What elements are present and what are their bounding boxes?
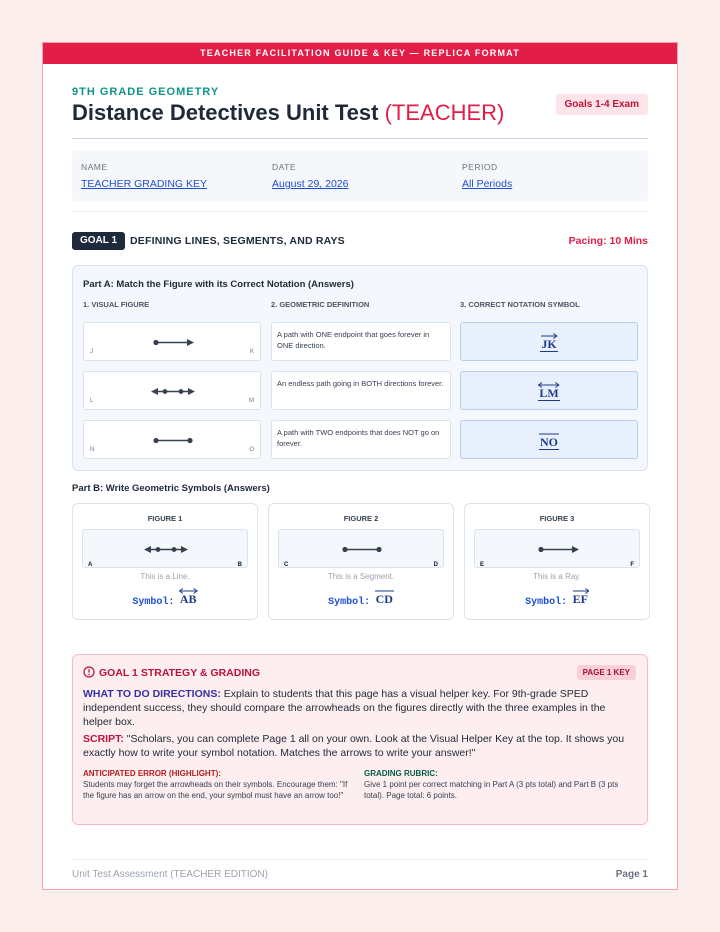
point-label: J (90, 349, 93, 355)
figure-drawing-box (82, 529, 248, 568)
symbol-answer (73, 586, 257, 608)
script-label: SCRIPT: (83, 733, 124, 745)
figure-drawing-box (474, 529, 640, 568)
notation-text: CD (375, 592, 393, 606)
col-header-symbol: 3. CORRECT NOTATION SYMBOL (460, 300, 580, 309)
title-divider (72, 138, 648, 139)
ray-figure (84, 323, 262, 362)
symbol-answer (269, 586, 453, 608)
goal-tag: GOAL 1 (72, 232, 125, 250)
name-label: NAME (81, 162, 108, 172)
notation-text: EF (572, 592, 588, 606)
notation-answer-box (460, 322, 638, 361)
endpoint-dot (153, 340, 158, 345)
point-label: D (433, 562, 438, 568)
point-label: B (237, 562, 242, 568)
endpoint-dot (153, 438, 158, 443)
point-label: N (90, 447, 95, 453)
rubric-text: Give 1 point per correct matching in Part A (3 pts total) and Part B (3 pts total). Page total: 6 points. (364, 779, 619, 800)
figure-box-segment (83, 420, 261, 459)
line-symbol-icon (179, 586, 198, 594)
endpoint-dot (342, 547, 347, 552)
part-b-title: Part B: Write Geometric Symbols (Answers) (72, 483, 270, 494)
footer-divider (72, 859, 648, 860)
line-figure (84, 372, 262, 411)
point-label: A (88, 562, 93, 568)
line-figure (83, 530, 249, 569)
figure-box-ray (83, 322, 261, 361)
part-a-panel (72, 265, 648, 471)
endpoint-dot (538, 547, 543, 552)
definition-box: An endless path going in BOTH directions forever. (271, 371, 451, 410)
page-title (72, 100, 504, 126)
section-divider (72, 211, 648, 212)
point-dot (179, 389, 184, 394)
notation-text: NO (540, 435, 558, 449)
figure-card-header: FIGURE 2 (343, 514, 379, 523)
student-info-bar (72, 151, 648, 201)
point-label: E (480, 562, 485, 568)
goals-badge: Goals 1-4 Exam (556, 94, 648, 115)
strategy-title: GOAL 1 STRATEGY & GRADING (99, 667, 261, 679)
figure-card-header: FIGURE 1 (147, 514, 183, 523)
arrowhead-icon (181, 546, 188, 553)
directions-text: Explain to students that this page has a visual helper key. For 9th-grade SPED independent success, they should compare the arrowheads on the figures directly with the three examples in the helper box. (83, 688, 606, 728)
grade-label: 9TH GRADE GEOMETRY (72, 86, 220, 98)
segment-notation (539, 429, 559, 450)
period-label: PERIOD (462, 162, 498, 172)
period-value[interactable]: All Periods (462, 178, 513, 190)
segment-notation (375, 586, 394, 607)
ray-symbol-icon (572, 586, 589, 594)
symbol-answer (465, 586, 649, 608)
segment-figure (279, 530, 445, 569)
point-label: O (249, 447, 254, 453)
point-dot (163, 389, 168, 394)
ray-symbol-icon (540, 331, 557, 339)
error-label: ANTICIPATED ERROR (HIGHLIGHT): (83, 769, 221, 778)
symbol-label: Symbol: (328, 597, 371, 608)
name-value[interactable]: TEACHER GRADING KEY (81, 178, 208, 190)
endpoint-dot (376, 547, 381, 552)
symbol-label: Symbol: (132, 597, 175, 608)
point-label: L (90, 398, 94, 404)
anticipated-error-block (83, 769, 359, 801)
pacing-label: Pacing: 10 Mins (568, 235, 648, 247)
segment-figure (84, 421, 262, 460)
point-dot (172, 547, 177, 552)
name-field (81, 162, 207, 190)
segment-symbol-icon (539, 429, 559, 437)
col-header-figure: 1. VISUAL FIGURE (83, 300, 150, 309)
figure-description: This is a Ray. (533, 572, 581, 581)
date-label: DATE (272, 162, 297, 172)
arrowhead-icon (144, 546, 151, 553)
line-symbol-icon (538, 380, 559, 388)
info-icon (83, 666, 95, 678)
figure-card-header: FIGURE 3 (539, 514, 575, 523)
figure-description: This is a Line. (140, 572, 190, 581)
part-a-title: Part A: Match the Figure with its Correct Notation (Answers) (83, 279, 354, 290)
title-teacher-tag: (TEACHER) (384, 100, 505, 125)
arrowhead-icon (188, 388, 195, 395)
date-value[interactable]: August 29, 2026 (272, 178, 349, 190)
point-label: K (249, 349, 254, 355)
title-main: Distance Detectives Unit Test (72, 100, 379, 125)
point-label: F (630, 562, 634, 568)
arrowhead-icon (187, 339, 194, 346)
footer-title: Unit Test Assessment (TEACHER EDITION) (72, 869, 268, 880)
ray-notation (572, 586, 589, 607)
figure-drawing-box (278, 529, 444, 568)
notation-text: JK (541, 337, 557, 351)
top-banner: TEACHER FACILITATION GUIDE & KEY — REPLICA FORMAT (43, 43, 677, 64)
segment-symbol-icon (375, 586, 394, 594)
page-number: Page 1 (615, 869, 648, 880)
grading-rubric-block (364, 769, 640, 801)
point-label: C (284, 562, 289, 568)
col-header-definition: 2. GEOMETRIC DEFINITION (271, 300, 370, 309)
definition-box: A path with TWO endpoints that does NOT go on forever. (271, 420, 451, 459)
notation-answer-box (460, 420, 638, 459)
figure-card-2 (268, 503, 454, 620)
script-paragraph (83, 733, 637, 761)
date-field (272, 162, 348, 190)
goal-title: DEFINING LINES, SEGMENTS, AND RAYS (130, 235, 345, 247)
figure-card-1 (72, 503, 258, 620)
figure-description: This is a Segment. (327, 572, 395, 581)
line-notation (179, 586, 198, 607)
definition-box: A path with ONE endpoint that goes forever in ONE direction. (271, 322, 451, 361)
script-text: "Scholars, you can complete Page 1 all on your own. Look at the Visual Helper Key at the top. It shows you exactly how to write your symbol notation. Matches the arrows to write your answer!" (83, 733, 625, 759)
figure-card-3 (464, 503, 650, 620)
ray-figure (475, 530, 641, 569)
notation-answer-box (460, 371, 638, 410)
page-key-badge: PAGE 1 KEY (577, 665, 636, 680)
notation-text: AB (179, 592, 197, 606)
line-notation (538, 380, 559, 401)
figure-box-line (83, 371, 261, 410)
directions-paragraph (83, 688, 637, 730)
ray-notation (540, 331, 557, 352)
rubric-label: GRADING RUBRIC: (364, 769, 438, 778)
symbol-label: Symbol: (525, 597, 568, 608)
error-text: Students may forget the arrowheads on their symbols. Encourage them: "If the figure has an arrow on the end, your symbol must have an arrow too!" (83, 779, 348, 800)
notation-text: LM (539, 386, 559, 400)
point-dot (156, 547, 161, 552)
point-label: M (249, 398, 254, 404)
period-field (462, 162, 512, 190)
arrowhead-icon (572, 546, 579, 553)
arrowhead-icon (151, 388, 158, 395)
endpoint-dot (187, 438, 192, 443)
worksheet-page (42, 42, 678, 890)
directions-label: WHAT TO DO DIRECTIONS: (83, 688, 221, 700)
strategy-panel (72, 654, 648, 825)
